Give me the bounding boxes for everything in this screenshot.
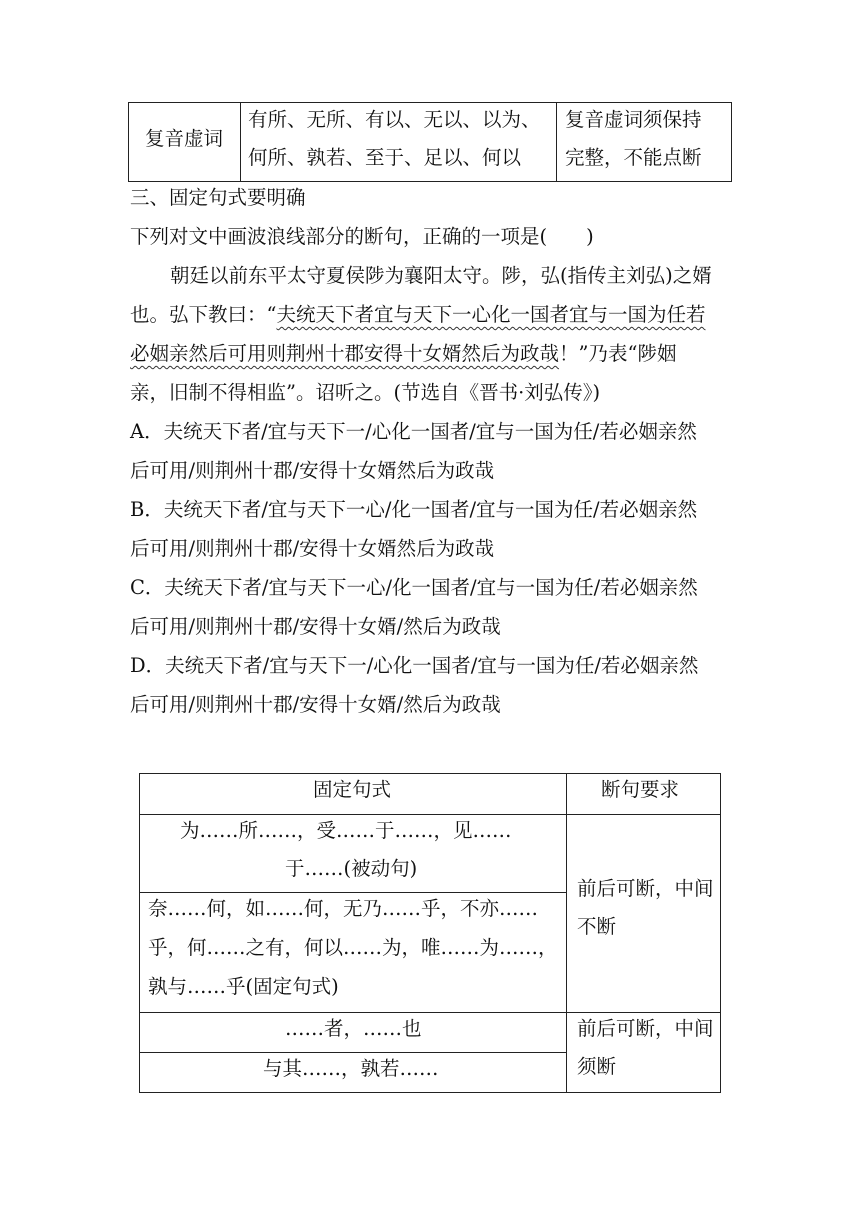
table-header-requirement: 断句要求 bbox=[601, 778, 680, 801]
pattern-fixed-line2: 乎，何……之有，何以……为，唯……为……， bbox=[148, 936, 558, 959]
wavy-underlined-text: 必姻亲然后可用则荆州十郡安得十女婿然后为政哉 bbox=[130, 342, 560, 365]
option-d-line2: 后可用/则荆州十郡/安得十女婿/然后为政哉 bbox=[130, 693, 501, 716]
table-cell-rule-line1: 复音虚词须保持 bbox=[565, 108, 702, 131]
option-d-line1: D．夫统天下者/宜与天下一/心化一国者/宜与一国为任/若必姻亲然 bbox=[130, 654, 699, 677]
table-divider bbox=[140, 814, 720, 815]
pattern-fixed-line1: 奈……何，如……何，无乃……乎，不亦…… bbox=[148, 897, 539, 920]
question-text: 下列对文中画波浪线部分的断句，正确的一项是( ) bbox=[130, 225, 594, 248]
option-c-line1: C．夫统天下者/宜与天下一心/化一国者/宜与一国为任/若必姻亲然 bbox=[130, 576, 698, 599]
table-cell-term: 复音虚词 bbox=[145, 127, 224, 150]
requirement-no-break-line1: 前后可断，中间 bbox=[577, 877, 714, 900]
pattern-yuqi-shuruo: 与其……，孰若…… bbox=[263, 1057, 439, 1080]
option-b-line1: B．夫统天下者/宜与天下一心/化一国者/宜与一国为任/若必姻亲然 bbox=[130, 498, 698, 521]
wavy-underlined-text: 夫统天下者宜与天下一心化一国者宜与一国为任若 bbox=[276, 303, 706, 326]
passage-line: 朝廷以前东平太守夏侯陟为襄阳太守。陟，弘(指传主刘弘)之婿 bbox=[170, 264, 712, 287]
passage-text: ！”乃表“陟姻 bbox=[559, 342, 677, 365]
table-cell-examples-line2: 何所、孰若、至于、足以、何以 bbox=[248, 146, 522, 169]
option-c-line2: 后可用/则荆州十郡/安得十女婿/然后为政哉 bbox=[130, 615, 501, 638]
passage-line bbox=[130, 302, 706, 328]
passage-text: 也。弘下教曰：“ bbox=[130, 303, 277, 326]
table-divider bbox=[140, 1012, 720, 1013]
pattern-passive-line2: 于……(被动句) bbox=[285, 857, 418, 880]
option-a-line2: 后可用/则荆州十郡/安得十女婿然后为政哉 bbox=[130, 459, 495, 482]
table-cell-examples-line1: 有所、无所、有以、无以、以为、 bbox=[248, 108, 541, 131]
requirement-must-break-line2: 须断 bbox=[577, 1055, 617, 1078]
section-heading: 三、固定句式要明确 bbox=[130, 186, 306, 209]
requirement-must-break-line1: 前后可断，中间 bbox=[577, 1017, 714, 1040]
table-divider bbox=[556, 103, 557, 181]
table-divider bbox=[566, 774, 567, 1092]
requirement-no-break-line2: 不断 bbox=[577, 915, 617, 938]
pattern-zhe-ye: ……者，……也 bbox=[285, 1017, 422, 1040]
table-divider bbox=[140, 1052, 566, 1053]
option-b-line2: 后可用/则荆州十郡/安得十女婿然后为政哉 bbox=[130, 537, 495, 560]
pattern-passive-line1: 为……所……，受……于……，见…… bbox=[180, 819, 512, 842]
pattern-fixed-line3: 孰与……乎(固定句式) bbox=[148, 975, 339, 998]
table-cell-rule-line2: 完整，不能点断 bbox=[565, 146, 702, 169]
passage-line bbox=[130, 341, 676, 367]
table-divider bbox=[240, 103, 241, 181]
option-a-line1: A．夫统天下者/宜与天下一/心化一国者/宜与一国为任/若必姻亲然 bbox=[130, 420, 697, 443]
table-divider bbox=[140, 892, 566, 893]
table-header-pattern: 固定句式 bbox=[313, 778, 392, 801]
passage-line: 亲，旧制不得相监”。诏听之。(节选自《晋书·刘弘传》) bbox=[130, 381, 601, 404]
